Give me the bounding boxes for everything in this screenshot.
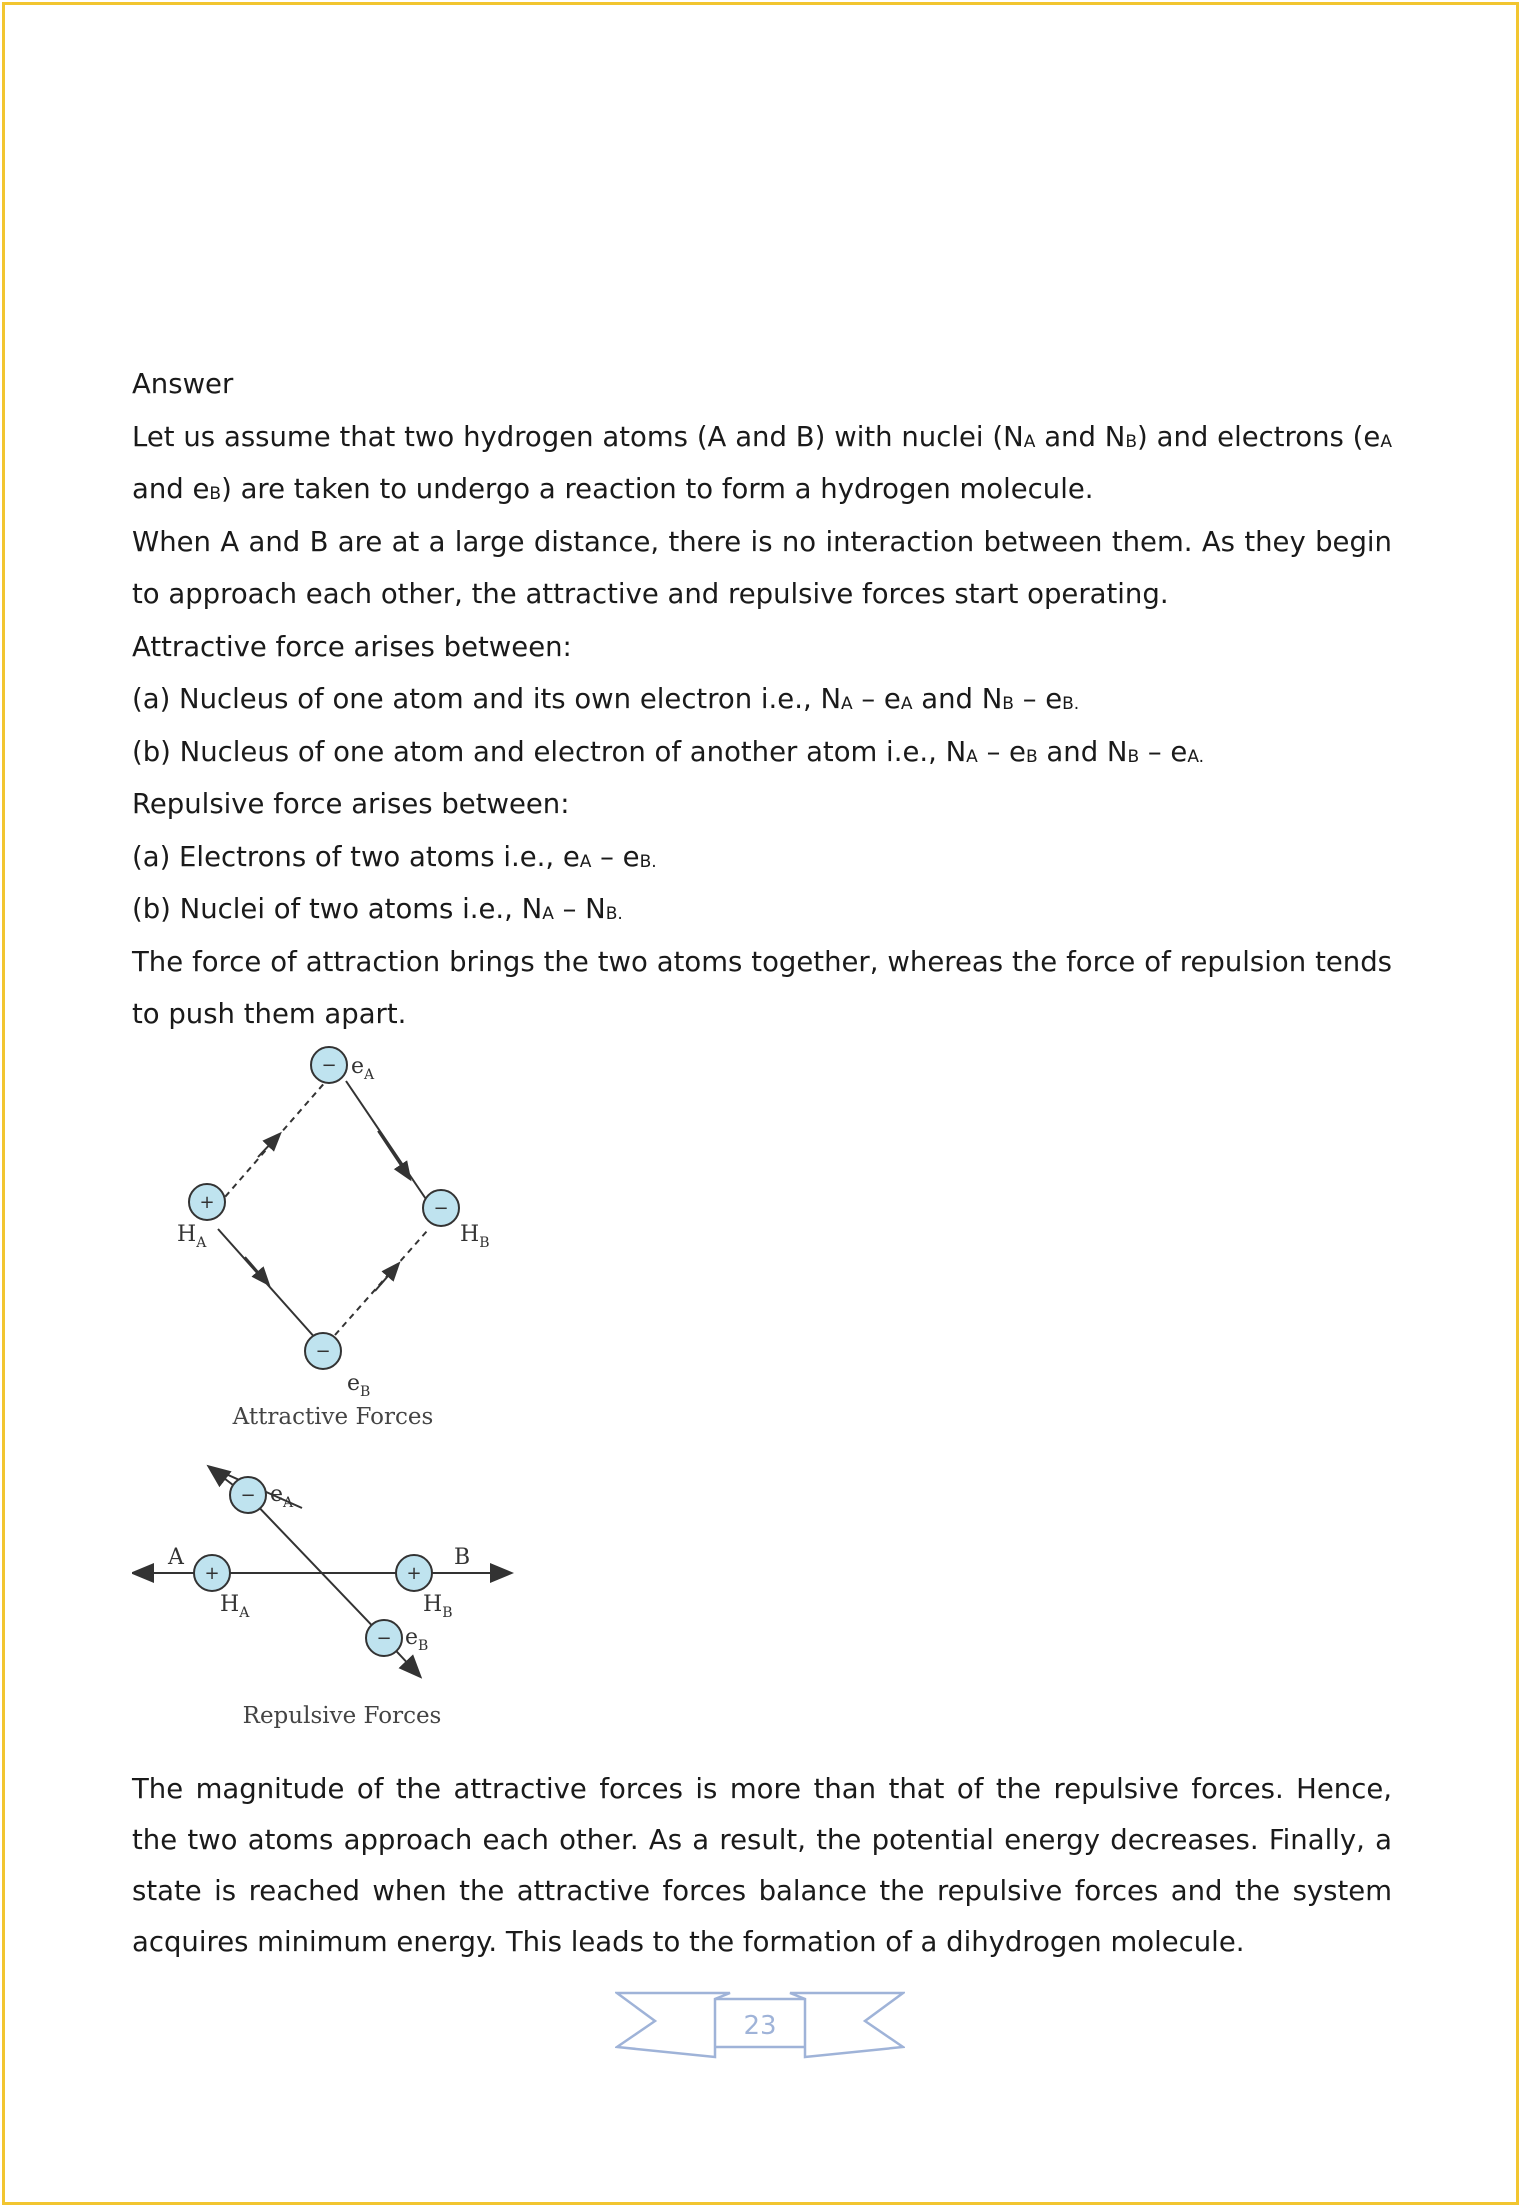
ha-eb-arrow	[245, 1257, 264, 1279]
electron-a-label: $e_A$	[270, 1482, 294, 1511]
repulsive-heading: Repulsive force arises between:	[132, 788, 570, 820]
eb-hb-arrow	[375, 1269, 394, 1291]
hydrogen-b-sign: −	[433, 1198, 449, 1219]
repulsive-item-b: (b) Nuclei of two atoms i.e., $N_A - N_{B.}$	[132, 893, 623, 925]
hydrogen-b-label: $H_B$	[460, 1222, 490, 1251]
ha-eb-line	[218, 1229, 317, 1340]
hydrogen-b-sign: +	[406, 1563, 422, 1584]
force-paragraph: The force of attraction brings the two atoms together, whereas the force of repulsion tends to push them apart.	[132, 945, 1392, 1030]
electron-b-sign: −	[376, 1628, 392, 1649]
attractive-item-b: (b) Nucleus of one atom and electron of another atom i.e., $N_A - e_B$ and $N_B - e_{A.}$	[132, 735, 1205, 768]
label-b: B	[454, 1545, 471, 1570]
page-number: 23	[743, 2011, 777, 2041]
electron-b-label: $e_B$	[347, 1371, 371, 1400]
hydrogen-a-label: $H_A$	[220, 1592, 250, 1621]
electron-a-sign: −	[321, 1055, 337, 1076]
distance-paragraph: When A and B are at a large distance, there is no interaction between them. As they begin to approach each other, the attractive and repulsive forces start operating.	[132, 525, 1392, 610]
electron-b-sign: −	[315, 1341, 331, 1362]
electron-a-sign: −	[240, 1485, 256, 1506]
ea-hb-arrow	[378, 1131, 406, 1173]
conclusion-section	[132, 1736, 1392, 1995]
page-number-ribbon	[615, 1985, 905, 2065]
answer-body	[132, 358, 1392, 1041]
conclusion-paragraph: The magnitude of the attractive forces is more than that of the repulsive forces. Hence, the two atoms approach each other. As a result, the potential energy decreases. Finally, a state is reached when the attractive forces balance the repulsive forces and the system acquires minimum energy. This leads to the formation of a dihydrogen molecule.	[132, 1772, 1392, 1958]
ribbon-left	[617, 1993, 730, 2057]
attractive-forces-caption: Attractive Forces	[232, 1404, 434, 1430]
answer-heading: Answer	[132, 368, 234, 400]
repulsive-forces-diagram	[132, 1458, 532, 1733]
hydrogen-a-sign: +	[204, 1563, 220, 1584]
label-a: A	[168, 1545, 184, 1570]
attractive-heading: Attractive force arises between:	[132, 630, 572, 663]
attractive-item-a: (a) Nucleus of one atom and its own electron i.e., $N_A - e_A$ and $N_B - e_{B.}$	[132, 683, 1080, 715]
diagonal-line	[250, 1498, 384, 1638]
hydrogen-b-label: $H_B$	[423, 1592, 453, 1621]
electron-a-label: $e_A$	[351, 1054, 375, 1083]
ribbon-right	[790, 1993, 903, 2057]
intro-paragraph: Let us assume that two hydrogen atoms (A and B) with nuclei ($N_A$ and $N_B$) and electrons ($e_A$ and $e_B$) are taken to undergo a reaction to form a hydrogen molecule.	[132, 420, 1392, 505]
hydrogen-a-sign: +	[199, 1192, 215, 1213]
repulsive-item-a: (a) Electrons of two atoms i.e., $e_A - e_{B.}$	[132, 840, 657, 873]
repulsive-forces-caption: Repulsive Forces	[242, 1703, 442, 1729]
hydrogen-a-label: $H_A$	[177, 1222, 207, 1251]
ha-ea-arrow	[258, 1139, 275, 1157]
electron-b-label: $e_B$	[405, 1625, 429, 1654]
ea-hb-line	[346, 1081, 432, 1208]
attractive-forces-diagram	[132, 1035, 532, 1435]
